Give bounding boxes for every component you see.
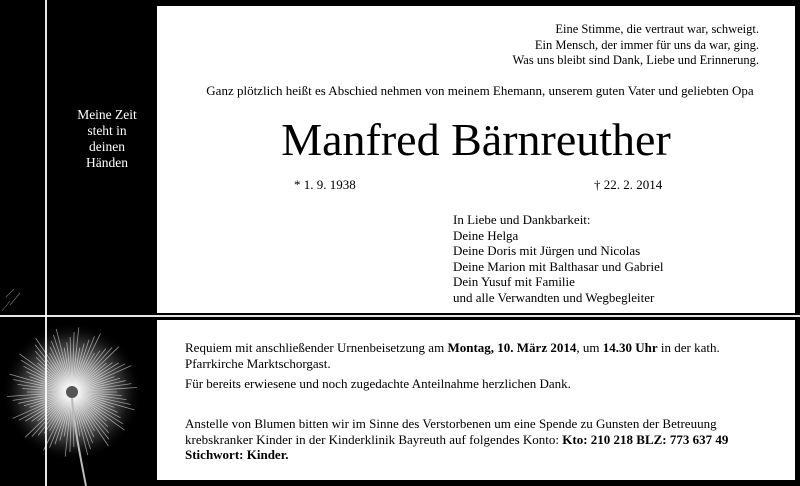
death-date: † 22. 2. 2014 xyxy=(594,177,663,192)
quote-line: Händen xyxy=(86,155,128,170)
quote-line: deinen xyxy=(89,139,125,154)
birth-date: * 1. 9. 1938 xyxy=(294,177,356,192)
thanks-text: Für bereits erwiesene und noch zugedachte Anteilnahme herzlichen Dank. xyxy=(185,376,571,391)
service-time: 14.30 Uhr xyxy=(602,340,658,355)
mourners-list xyxy=(453,212,663,306)
mourner-line: Deine Doris mit Jürgen und Nicolas xyxy=(453,243,641,259)
quote-line: Meine Zeit xyxy=(77,107,137,122)
service-info xyxy=(185,340,720,371)
service-location: Pfarrkirche Marktschorgast. xyxy=(185,355,331,371)
mourner-line: In Liebe und Dankbarkeit: xyxy=(453,212,591,227)
quote-line: steht in xyxy=(87,123,127,138)
poem-line: Eine Stimme, die vertraut war, schweigt. xyxy=(555,22,759,36)
cross-horizontal-line xyxy=(0,315,800,317)
donation-line: krebskranker Kinder in der Kinderklinik Bayreuth auf folgendes Konto: xyxy=(185,431,563,447)
mourner-line: und alle Verwandten und Wegbegleiter xyxy=(453,289,655,305)
donation-info xyxy=(185,416,728,463)
mourner-line: Deine Helga xyxy=(453,227,519,243)
mourner-line: Deine Marion mit Balthasar und Gabriel xyxy=(453,258,664,274)
service-text: in der kath. xyxy=(657,340,720,355)
sidebar-quote xyxy=(58,107,156,171)
bank-account: Kto: 210 218 BLZ: 773 637 49 xyxy=(562,431,729,447)
service-text: , um xyxy=(576,340,603,355)
donation-line: Anstelle von Blumen bitten wir im Sinne des Verstorbenen um eine Spende zu Gunsten der Betreuung xyxy=(185,416,717,431)
mourner-line: Dein Yusuf mit Familie xyxy=(453,274,575,290)
cross-vertical-line xyxy=(45,0,47,486)
poem-line: Ein Mensch, der immer für uns da war, ging. xyxy=(534,37,759,52)
details-panel xyxy=(157,320,795,480)
deceased-name: Manfred Bärnreuther xyxy=(281,114,671,165)
poem-line: Was uns bleibt sind Dank, Liebe und Erinnerung. xyxy=(512,53,759,67)
intro-text: Ganz plötzlich heißt es Abschied nehmen von meinem Ehemann, unserem guten Vater und geliebten Opa xyxy=(206,83,754,98)
announcement-panel xyxy=(157,6,795,313)
service-date: Montag, 10. März 2014 xyxy=(447,340,577,355)
poem xyxy=(512,22,759,69)
donation-keyword: Stichwort: Kinder. xyxy=(185,447,289,462)
service-text: Requiem mit anschließender Urnenbeisetzung am xyxy=(185,340,448,355)
